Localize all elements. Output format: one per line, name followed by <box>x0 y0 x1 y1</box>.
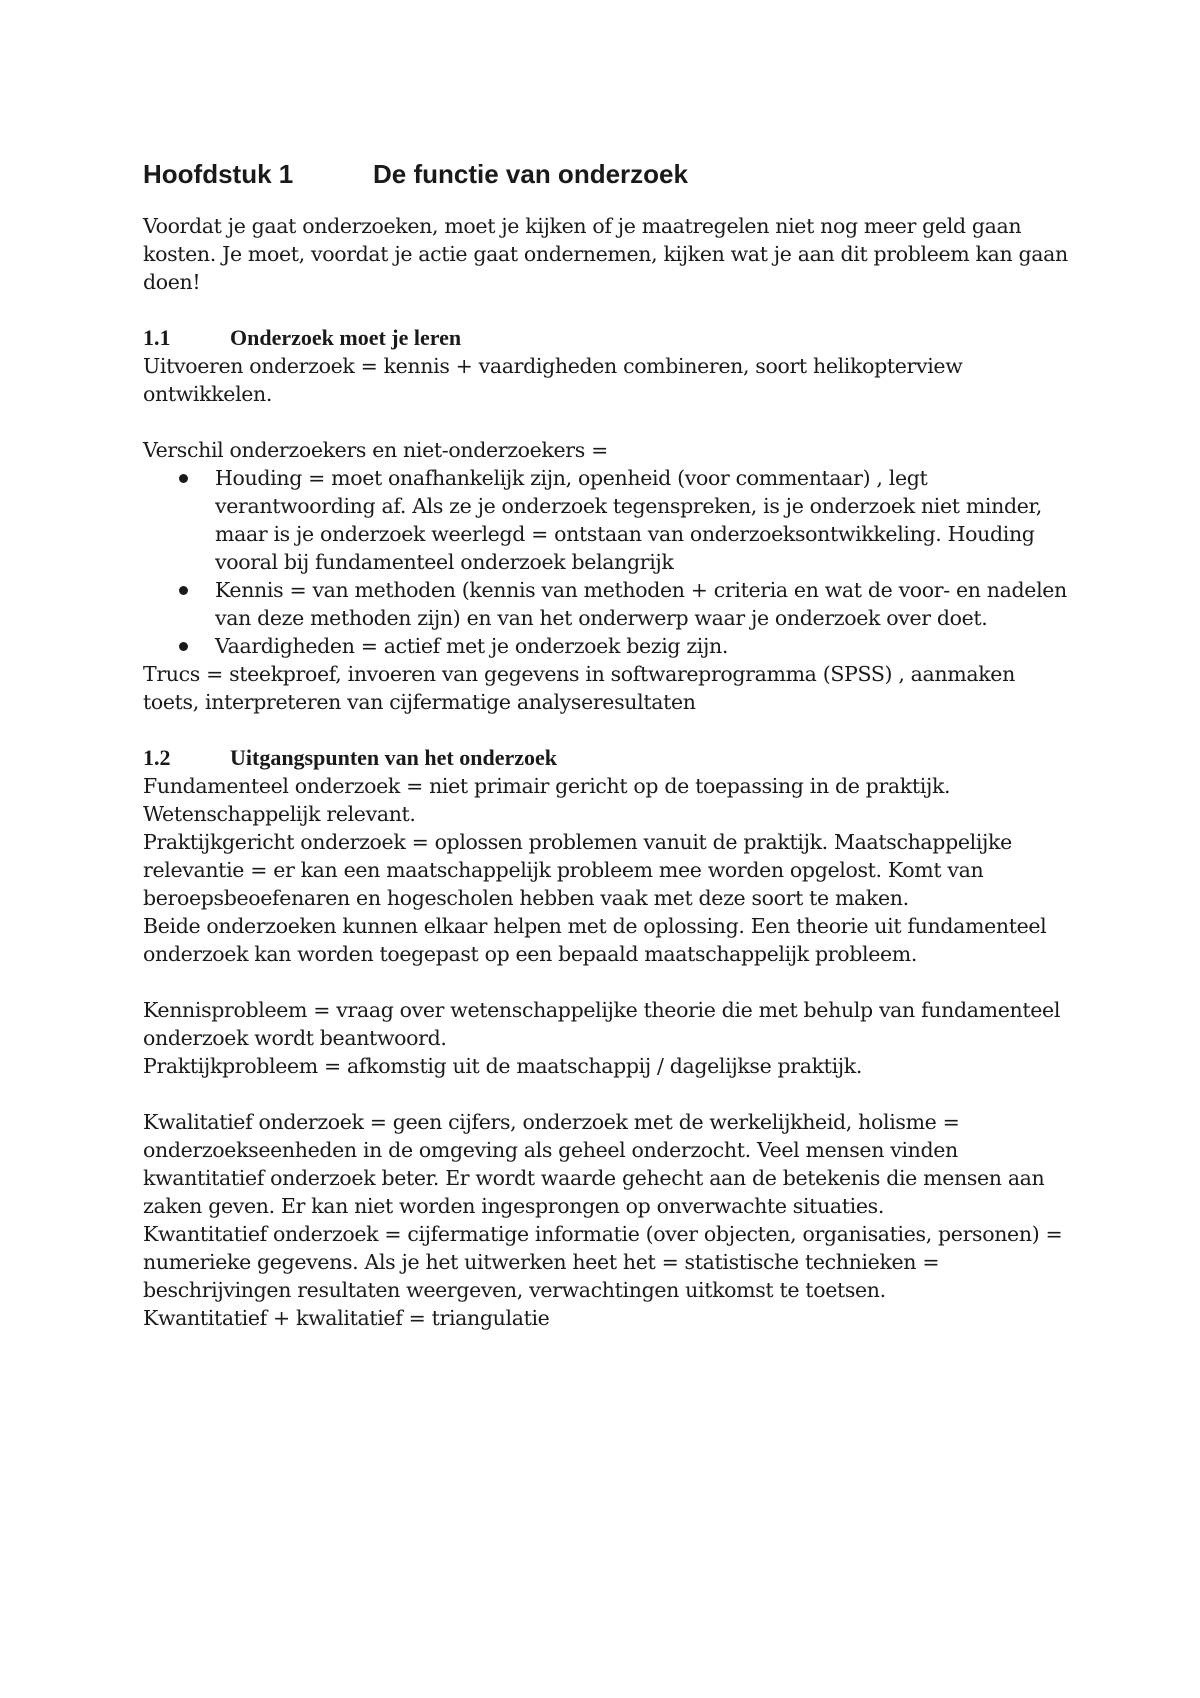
bullet-list <box>143 464 1073 660</box>
bullet-item <box>215 464 1073 576</box>
bullet-item <box>215 576 1073 632</box>
paragraph: Uitvoeren onderzoek = kennis + vaardigheden combineren, soort helikopterview ontwikkelen. <box>143 354 963 406</box>
spacer <box>143 408 1073 436</box>
bullet-icon <box>179 642 188 651</box>
chapter-number: Hoofdstuk 1 <box>143 159 294 189</box>
document-content <box>143 158 1073 1332</box>
spacer <box>143 968 1073 996</box>
paragraph: Fundamenteel onderzoek = niet primair gericht op de toepassing in de praktijk. Wetenschappelijk relevant. <box>143 774 951 826</box>
intro-paragraph: Voordat je gaat onderzoeken, moet je kijken of je maatregelen niet nog meer geld gaan kosten. Je moet, voordat je actie gaat ondernemen, kijken wat je aan dit probleem kan gaan doen! <box>143 214 1068 294</box>
paragraph: Kwalitatief onderzoek = geen cijfers, onderzoek met de werkelijkheid, holisme = onderzoekseenheden in de omgeving als geheel onderzocht. Veel mensen vinden kwantitatief onderzoek beter. Er wordt waarde gehecht aan de betekenis die mensen aan zaken geven. Er kan niet worden ingesprongen op onverwachte situaties. <box>143 1110 1045 1218</box>
spacer <box>143 1080 1073 1108</box>
bullet-text: Vaardigheden = actief met je onderzoek bezig zijn. <box>215 634 729 658</box>
chapter-title: De functie van onderzoek <box>373 159 688 189</box>
bullet-icon <box>179 474 188 483</box>
paragraph: Verschil onderzoekers en niet-onderzoekers = <box>143 438 608 462</box>
section-title: Onderzoek moet je leren <box>230 325 462 350</box>
paragraph: Kwantitatief onderzoek = cijfermatige informatie (over objecten, organisaties, personen) = numerieke gegevens. Als je het uitwerken heet het = statistische technieken = beschrijvingen resultaten weergeven, verwachtingen uitkomst te toetsen. <box>143 1222 1063 1302</box>
paragraph: Praktijkgericht onderzoek = oplossen problemen vanuit de praktijk. Maatschappelijke relevantie = er kan een maatschappelijk probleem mee worden opgelost. Komt van beroepsbeoefenaren en hogescholen hebben vaak met deze soort te maken. <box>143 830 1012 910</box>
paragraph: Kennisprobleem = vraag over wetenschappelijke theorie die met behulp van fundamenteel onderzoek wordt beantwoord. <box>143 998 1061 1050</box>
bullet-text: Houding = moet onafhankelijk zijn, openheid (voor commentaar) , legt verantwoording af. Als ze je onderzoek tegenspreken, is je onderzoek niet minder, maar is je onderzoek weerlegd = ontstaan van onderzoeksontwikkeling. Houding vooral bij fundamenteel onderzoek belangrijk <box>215 466 1042 574</box>
paragraph: Beide onderzoeken kunnen elkaar helpen met de oplossing. Een theorie uit fundamenteel onderzoek kan worden toegepast op een bepaald maatschappelijk probleem. <box>143 914 1047 966</box>
paragraph: Trucs = steekproef, invoeren van gegevens in softwareprogramma (SPSS) , aanmaken toets, interpreteren van cijfermatige analyseresultaten <box>143 662 1015 714</box>
section-heading-1-1 <box>143 324 1073 352</box>
bullet-icon <box>179 586 188 595</box>
section-number: 1.2 <box>143 745 171 770</box>
section-heading-1-2 <box>143 744 1073 772</box>
section-number: 1.1 <box>143 325 171 350</box>
bullet-item <box>215 632 1073 660</box>
paragraph: Kwantitatief + kwalitatief = triangulatie <box>143 1306 550 1330</box>
spacer <box>143 716 1073 744</box>
bullet-text: Kennis = van methoden (kennis van methoden + criteria en wat de voor- en nadelen van deze methoden zijn) en van het onderwerp waar je onderzoek over doet. <box>215 578 1067 630</box>
section-title: Uitgangspunten van het onderzoek <box>230 745 557 770</box>
paragraph: Praktijkprobleem = afkomstig uit de maatschappij / dagelijkse praktijk. <box>143 1054 863 1078</box>
spacer <box>143 296 1073 324</box>
chapter-heading <box>143 158 1073 190</box>
